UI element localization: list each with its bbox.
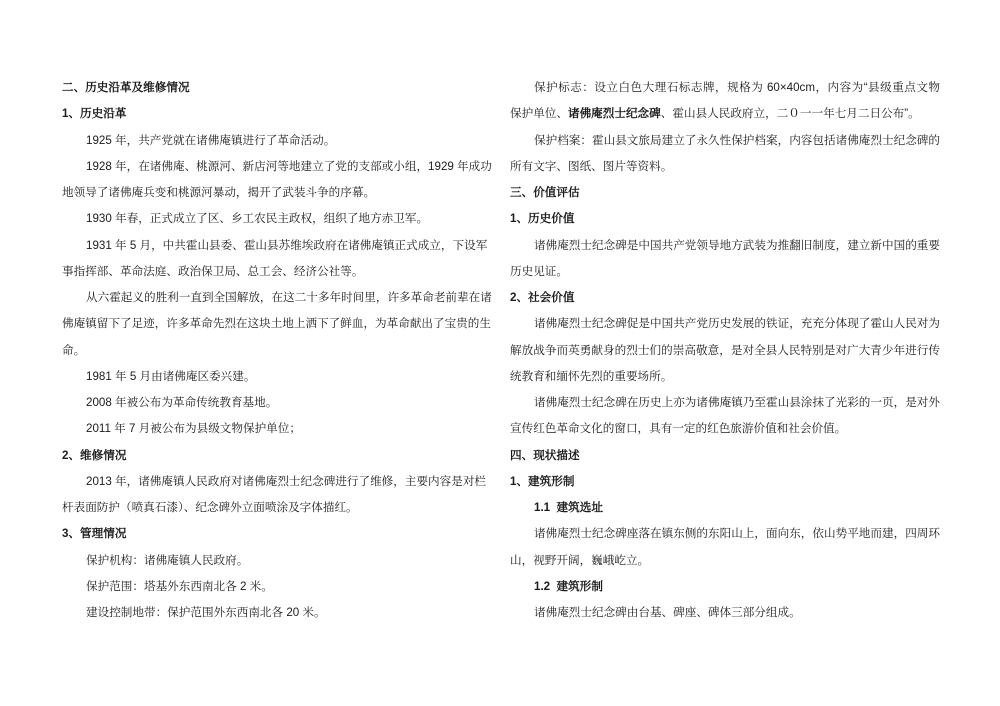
right-column [510,75,940,626]
text-run: 保护单位、 [510,107,568,121]
paragraph-line: 2011 年 7 月被公布为县级文物保护单位； [86,422,301,436]
paragraph-line: 建设控制地带：保护范围外东西南北各 20 米。 [86,606,326,619]
section-heading: 四、现状描述 [510,448,580,462]
text-run: 、霍山县人民政府立，二０一一年七月二日公布”。 [660,107,920,121]
paragraph-line: 1931 年 5 月，中共霍山县委、霍山县苏维埃政府在诸佛庵镇正式成立，下设军 [86,238,488,252]
paragraph-line: 1981 年 5 月由诸佛庵区委兴建。 [86,369,256,383]
paragraph-line: 统教育和缅怀先烈的重要场所。 [510,369,673,383]
paragraph-line: 命。 [62,343,86,357]
paragraph-line: 杆表面防护（喷真石漆）、纪念碑外立面喷涂及字体描红。 [62,501,358,514]
paragraph-line: 诸佛庵烈士纪念碑由台基、碑座、碑体三部分组成。 [534,606,801,619]
paragraph-line: 佛庵镇留下了足迹，许多革命先烈在这块土地上洒下了鲜血，为革命献出了宝贵的生 [62,317,491,331]
paragraph-line: 1925 年，共产党就在诸佛庵镇进行了革命活动。 [86,133,336,147]
paragraph-line: 诸佛庵烈士纪念碑促是中国共产党历史发展的铁证，充充分体现了霍山人民对为 [534,317,940,331]
paragraph-line: 事指挥部、革命法庭、政治保卫局、总工会、经济公社等。 [62,264,364,278]
subsection-heading: 1、建筑形制 [510,474,575,488]
paragraph-line: 诸佛庵烈士纪念碑座落在镇东侧的东阳山上，面向东，依山势平地而建，四周环 [534,527,940,541]
subsubsection-heading: 1.2 建筑形制 [534,579,603,593]
paragraph-line: 2008 年被公布为革命传统教育基地。 [86,396,278,409]
emphasized-text: 诸佛庵烈士纪念碑 [567,107,661,121]
paragraph-line: 1930 年春，正式成立了区、乡工农民主政权，组织了地方赤卫军。 [86,212,429,226]
subsection-heading: 1、历史沿革 [62,107,127,121]
subsection-heading: 3、管理情况 [62,527,127,541]
paragraph-line: 解放战争而英勇献身的烈士们的崇高敬意，是对全县人民特别是对广大青少年进行传 [510,343,940,357]
paragraph-line: 所有文字、图纸、图片等资料。 [510,159,673,173]
paragraph-line: 诸佛庵烈士纪念碑是中国共产党领导地方武装为推翻旧制度，建立新中国的重要 [534,238,940,252]
paragraph-line: 宣传红色革命文化的窗口，具有一定的红色旅游价值和社会价值。 [510,422,847,436]
paragraph-line: 保护机构：诸佛庵镇人民政府。 [86,553,249,567]
subsubsection-heading: 1.1 建筑选址 [534,501,603,514]
paragraph-line: 历史见证。 [510,264,568,278]
paragraph-line: 保护范围：塔基外东西南北各 2 米。 [86,579,273,593]
paragraph-line [510,101,940,127]
paragraph-line: 山，视野开阔，巍峨屹立。 [510,553,650,567]
paragraph-line: 诸佛庵烈士纪念碑在历史上亦为诸佛庵镇乃至霍山县涂抹了光彩的一页，是对外 [534,396,940,409]
paragraph-line: 1928 年，在诸佛庵、桃源河、新店河等地建立了党的支部或小组，1929 年成功 [86,159,492,173]
section-heading: 三、价值评估 [510,186,580,199]
section-heading: 二、历史沿革及维修情况 [62,81,190,94]
paragraph-line: 从六霍起义的胜利一直到全国解放，在这二十多年时间里，许多革命老前辈在诸 [86,291,492,304]
left-column [62,75,492,626]
paragraph-line: 2013 年，诸佛庵镇人民政府对诸佛庵烈士纪念碑进行了维修，主要内容是对栏 [86,474,487,488]
subsection-heading: 1、历史价值 [510,212,575,226]
paragraph-line: 保护档案：霍山县文旅局建立了永久性保护档案，内容包括诸佛庵烈士纪念碑的 [534,133,940,147]
subsection-heading: 2、社会价值 [510,291,575,304]
paragraph-line: 地领导了诸佛庵兵变和桃源河暴动，揭开了武装斗争的序幕。 [62,186,376,199]
subsection-heading: 2、维修情况 [62,448,127,462]
paragraph-line: 保护标志：设立白色大理石标志牌，规格为 60×40cm，内容为“县级重点文物 [534,81,940,94]
